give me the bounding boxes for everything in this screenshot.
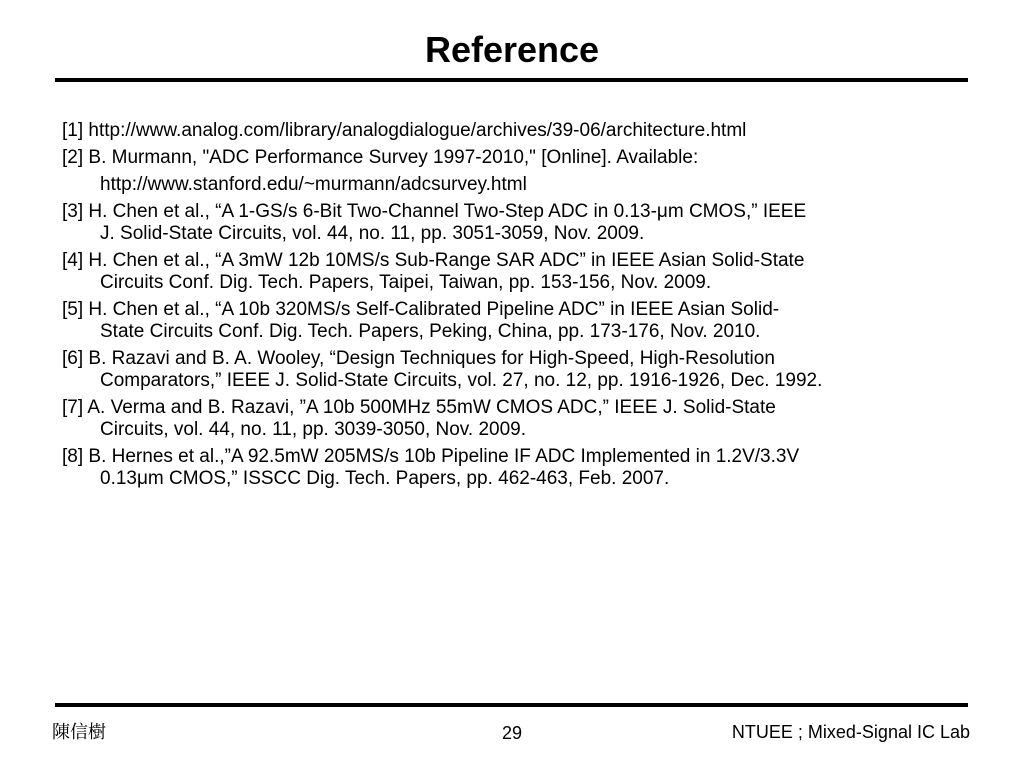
- reference-line: [3] H. Chen et al., “A 1-GS/s 6-Bit Two-Channel Two-Step ADC in 0.13-μm CMOS,” IEEE: [62, 201, 807, 222]
- reference-line: Circuits Conf. Dig. Tech. Papers, Taipei, Taiwan, pp. 153-156, Nov. 2009.: [100, 272, 712, 293]
- title-divider: [55, 78, 968, 82]
- reference-line: [6] B. Razavi and B. A. Wooley, “Design Techniques for High-Speed, High-Resolution: [62, 348, 775, 369]
- reference-line: 0.13μm CMOS,” ISSCC Dig. Tech. Papers, pp. 462-463, Feb. 2007.: [100, 468, 670, 489]
- page-number: 29: [501, 723, 523, 743]
- reference-item-5: [62, 299, 982, 343]
- footer-lab-name: NTUEE ; Mixed-Signal IC Lab: [731, 722, 970, 742]
- reference-item-7: [62, 397, 982, 441]
- reference-line: [5] H. Chen et al., “A 10b 320MS/s Self-Calibrated Pipeline ADC” in IEEE Asian Solid-: [62, 299, 780, 320]
- reference-line: Circuits, vol. 44, no. 11, pp. 3039-3050, Nov. 2009.: [100, 419, 526, 440]
- reference-line: [7] A. Verma and B. Razavi, ”A 10b 500MHz 55mW CMOS ADC,” IEEE J. Solid-State: [62, 397, 776, 418]
- reference-line: State Circuits Conf. Dig. Tech. Papers, Peking, China, pp. 173-176, Nov. 2010.: [100, 321, 761, 342]
- slide-title: Reference: [424, 29, 600, 70]
- reference-line: [4] H. Chen et al., “A 3mW 12b 10MS/s Sub-Range SAR ADC” in IEEE Asian Solid-State: [62, 250, 805, 271]
- reference-line: [8] B. Hernes et al.,”A 92.5mW 205MS/s 10b Pipeline IF ADC Implemented in 1.2V/3.3V: [62, 446, 800, 467]
- reference-item-3: [62, 201, 982, 245]
- reference-line: http://www.stanford.edu/~murmann/adcsurvey.html: [100, 174, 527, 195]
- reference-item-6: [62, 348, 982, 392]
- reference-item-8: [62, 446, 982, 490]
- reference-line: Comparators,” IEEE J. Solid-State Circuits, vol. 27, no. 12, pp. 1916-1926, Dec. 1992.: [100, 370, 823, 391]
- reference-line: J. Solid-State Circuits, vol. 44, no. 11, pp. 3051-3059, Nov. 2009.: [100, 223, 645, 244]
- reference-item-1: [62, 120, 982, 142]
- reference-line: [1] http://www.analog.com/library/analogdialogue/archives/39-06/architecture.html: [62, 120, 747, 141]
- footer-author: 陳信樹: [52, 722, 106, 742]
- reference-line: [2] B. Murmann, "ADC Performance Survey 1997-2010," [Online]. Available:: [62, 147, 699, 168]
- footer-divider: [55, 703, 968, 707]
- reference-item-4: [62, 250, 982, 294]
- reference-item-2: [62, 147, 982, 196]
- reference-list: [62, 120, 982, 495]
